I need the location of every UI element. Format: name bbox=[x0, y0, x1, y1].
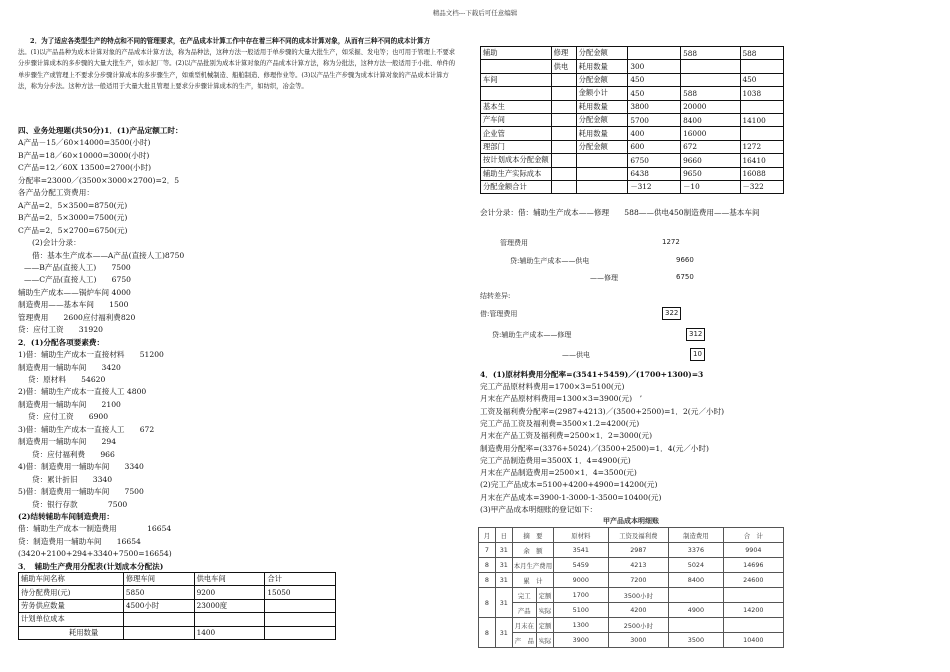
table-row bbox=[481, 154, 784, 167]
table-cell bbox=[681, 60, 740, 73]
ledger-cell: 9904 bbox=[723, 543, 783, 558]
table-cell: 672 bbox=[681, 140, 740, 153]
answer-line: 月末在产品工资及福利费=2500×1．2=3000(元) bbox=[480, 431, 653, 441]
table-cell: 16000 bbox=[681, 127, 740, 140]
table-cell bbox=[551, 140, 576, 153]
ledger-cell: 10400 bbox=[723, 633, 783, 648]
answer-line: B产品=18／60×10000=3000(小时) bbox=[18, 150, 150, 160]
answer-line: 贷：应付工资 6900 bbox=[28, 412, 109, 422]
table-row bbox=[481, 100, 784, 113]
ledger-cell: 31 bbox=[495, 543, 512, 558]
table-cell: 8400 bbox=[681, 113, 740, 126]
answer-line: (2)会计分录： bbox=[32, 238, 81, 248]
table-cell: 14100 bbox=[740, 113, 783, 126]
answer-line: 管理费用 2600应付福利费820 bbox=[18, 312, 136, 322]
table-cell: 1038 bbox=[740, 87, 783, 100]
answer-line: B产品=2．5×3000=7500(元) bbox=[18, 213, 128, 223]
cell: 5850 bbox=[123, 586, 194, 599]
table-cell: 588 bbox=[740, 47, 783, 60]
ledger-cell: 3500 bbox=[669, 633, 724, 648]
table-cell: 20000 bbox=[681, 100, 740, 113]
scan-credit1: 贷:辅助生产成本——供电 bbox=[510, 257, 590, 265]
ledger-th: 合 计 bbox=[723, 528, 783, 543]
ledger-cell: 8 bbox=[479, 618, 496, 648]
table-cell bbox=[740, 100, 783, 113]
cell: 劳务供应数量 bbox=[19, 599, 124, 612]
ledger-cell bbox=[669, 588, 724, 603]
ledger-cell: 7 bbox=[479, 543, 496, 558]
answer-line: A产品－15／60×14000=3500(小时) bbox=[18, 138, 151, 148]
table-cell bbox=[481, 60, 552, 73]
answer-line: 3)借：辅助生产成本一直接人工 672 bbox=[18, 424, 155, 434]
table-cell: 理部门 bbox=[481, 140, 552, 153]
table-cell bbox=[551, 167, 576, 180]
ledger-cell: 3900 bbox=[554, 633, 608, 648]
table-cell: 耗用数量 bbox=[576, 100, 628, 113]
table-row bbox=[481, 140, 784, 153]
answer-line: 制造费用一辅助车间 294 bbox=[18, 437, 117, 447]
table-cell bbox=[551, 180, 576, 193]
table-row bbox=[481, 167, 784, 180]
answer-line: 1)借：辅助生产成本一直接材料 51200 bbox=[18, 350, 164, 360]
q4-title: 4．(1)原材料费用分配率=(3541+5459)／(1700+1300)=3 bbox=[480, 370, 704, 379]
answer-line: 借：辅助生产成本一制造费用 16654 bbox=[18, 524, 172, 534]
ledger-cell: 3376 bbox=[669, 543, 724, 558]
table-cell: 供电 bbox=[551, 60, 576, 73]
table-cell bbox=[628, 47, 681, 60]
cell: 15050 bbox=[265, 586, 336, 599]
table-cell: 基本生 bbox=[481, 100, 552, 113]
ledger-cell: 累 计 bbox=[512, 573, 553, 588]
table-cell: 辅助 bbox=[481, 47, 552, 60]
ledger-cell: 31 bbox=[495, 558, 512, 573]
table-cell: 16088 bbox=[740, 167, 783, 180]
answer-line: 制造费用——基本车间 1500 bbox=[18, 300, 129, 310]
table-cell bbox=[740, 127, 783, 140]
table-cell: 分配金额 bbox=[576, 47, 628, 60]
q2-body: 法。(1)以产品品种为成本计算对象的产品成本计算方法，称为品种法，这种方法一般适用于单步骤的大量大批生产，如采掘、发电等；也可用于管理上不要求分步骤计算成本的多步骤的大量大批生产，如水泥厂等。(2)以产品批别为成本计算对象的产品成本计算方法，称为分批法，这种方法一般适用于小批、单件的单步骤生产或管理上不要求分步骤计算成本的多步骤生产，如重型机械制造、船舶制造、修理作业等。(3)以产品生产步骤为成本计算对象的产品成本计算方法，称为分步法。这种方法一般适用于大量大批且管理上要求分步骤计算成本的生产，如纺织，冶金等。 bbox=[18, 49, 456, 90]
ledger-cell: 实际 bbox=[536, 633, 553, 648]
table-cell: 分配金额 bbox=[576, 140, 628, 153]
table-cell: 16410 bbox=[740, 154, 783, 167]
ledger-cell: 4200 bbox=[608, 603, 669, 618]
table-row bbox=[481, 113, 784, 126]
ledger-cell: 定额 bbox=[536, 588, 553, 603]
ledger-cell: 8400 bbox=[669, 573, 724, 588]
scan-mgmt: 管理费用 bbox=[500, 239, 528, 247]
ledger-th: 制造费用 bbox=[669, 528, 724, 543]
answer-line: 分配率=23000／(3500×3000×2700)=2．5 bbox=[18, 175, 180, 185]
ledger-cell bbox=[723, 588, 783, 603]
ledger-cell: 8 bbox=[479, 588, 496, 618]
table-cell: －10 bbox=[681, 180, 740, 193]
ledger-cell: 本月生产费用 bbox=[512, 558, 553, 573]
answer-line: ——B产品(直接人工) 7500 bbox=[24, 262, 131, 272]
ledger-th: 原材料 bbox=[554, 528, 608, 543]
cell: 9200 bbox=[194, 586, 265, 599]
table-row bbox=[481, 73, 784, 86]
table-cell: 6750 bbox=[628, 154, 681, 167]
ledger-cell: 5100 bbox=[554, 603, 608, 618]
aux-cost-table-continued bbox=[480, 46, 784, 194]
table-cell: 9660 bbox=[681, 154, 740, 167]
table-cell: 588 bbox=[681, 47, 740, 60]
ledger-th: 工资及福利费 bbox=[608, 528, 669, 543]
aux-cost-table bbox=[18, 572, 336, 640]
ledger-cell: 完工 bbox=[512, 588, 536, 603]
answer-line: 四、业务处理题(共50分)1．(1)产品定额工时： bbox=[18, 126, 183, 135]
th-repair: 修理车间 bbox=[123, 573, 194, 586]
th-total: 合计 bbox=[265, 573, 336, 586]
table-cell: 企业管 bbox=[481, 127, 552, 140]
scan-credit2-val: 6750 bbox=[676, 273, 694, 281]
scan-credit3: 贷:辅助生产成本——修理 bbox=[492, 331, 572, 339]
table-cell: 6438 bbox=[628, 167, 681, 180]
ledger-cell: 14200 bbox=[723, 603, 783, 618]
table-cell: 分配金额 bbox=[576, 73, 628, 86]
answer-line: 3． 辅助生产费用分配表(计划成本分配法) bbox=[18, 561, 164, 571]
scan-credit3-val bbox=[686, 328, 705, 341]
table-cell bbox=[576, 180, 628, 193]
answer-line: 月末在产品成本=3900-1-3000-1-3500=10400(元) bbox=[480, 492, 662, 502]
ledger-cell: 3000 bbox=[608, 633, 669, 648]
ledger-table bbox=[478, 527, 784, 648]
table-cell bbox=[481, 87, 552, 100]
answer-line: C产品=12／60X 13500=2700(小时) bbox=[18, 163, 152, 173]
boxed-number: 10 bbox=[690, 348, 705, 361]
answer-line: 贷：累计折旧 3340 bbox=[32, 474, 113, 484]
table-cell bbox=[551, 100, 576, 113]
ledger-cell: 31 bbox=[495, 618, 512, 648]
table-cell: 金额小计 bbox=[576, 87, 628, 100]
ledger-cell: 5024 bbox=[669, 558, 724, 573]
ledger-cell bbox=[723, 618, 783, 633]
table-cell bbox=[551, 113, 576, 126]
answer-line: 贷：应付工资 31920 bbox=[18, 325, 103, 335]
table-row bbox=[481, 60, 784, 73]
ledger-cell: 14696 bbox=[723, 558, 783, 573]
answer-line: A产品=2．5×3500=8750(元) bbox=[18, 200, 128, 210]
table-cell bbox=[576, 167, 628, 180]
answer-line: 5)借：制造费用一辅助车间 7500 bbox=[18, 487, 144, 497]
answer-line: 贷：应付福利费 966 bbox=[32, 449, 115, 459]
table-cell: －312 bbox=[628, 180, 681, 193]
table-cell: 450 bbox=[628, 87, 681, 100]
ledger-cell: 31 bbox=[495, 588, 512, 618]
ledger-cell bbox=[669, 618, 724, 633]
answer-line: 4)借：制造费用一辅助车间 3340 bbox=[18, 462, 144, 472]
table-row bbox=[481, 180, 784, 193]
answer-line: 月末在产品原材料费用=1300×3=3900(元) ’ bbox=[480, 394, 643, 404]
table-cell: 400 bbox=[628, 127, 681, 140]
table-cell: 300 bbox=[628, 60, 681, 73]
cell bbox=[123, 613, 194, 626]
table-row bbox=[481, 87, 784, 100]
answer-line: 完工产品制造费用=3500X 1．4=4900(元) bbox=[480, 455, 631, 465]
answer-line: 各产品分配工资费用： bbox=[18, 188, 94, 198]
ledger-cell: 余 额 bbox=[512, 543, 553, 558]
boxed-number: 312 bbox=[686, 328, 705, 341]
cell: 计划单位成本 bbox=[19, 613, 124, 626]
scan-credit1-val: 9660 bbox=[676, 256, 694, 264]
table-cell: 5700 bbox=[628, 113, 681, 126]
answer-line: 完工产品工资及福利费=3500×1.2=4200(元) bbox=[480, 418, 640, 428]
ledger-cell: 月末在 bbox=[512, 618, 536, 633]
table-cell bbox=[551, 154, 576, 167]
cell bbox=[123, 626, 194, 639]
ledger-cell: 4900 bbox=[669, 603, 724, 618]
ledger-title: 甲产品成本明细账 bbox=[603, 517, 659, 525]
entry-line: 会计分录：借：辅助生产成本——修理 588——供电450制造费用——基本车间 bbox=[480, 208, 760, 217]
ledger-cell: 5459 bbox=[554, 558, 608, 573]
ledger-cell: 产品 bbox=[512, 603, 536, 618]
boxed-number: 322 bbox=[662, 307, 681, 320]
ledger-th: 摘 要 bbox=[512, 528, 553, 543]
ledger-cell: 实际 bbox=[536, 603, 553, 618]
ledger-cell: 3500小时 bbox=[608, 588, 669, 603]
cell bbox=[194, 613, 265, 626]
scan-credit2: ——修理 bbox=[590, 274, 618, 282]
ledger-cell: 2987 bbox=[608, 543, 669, 558]
answer-line: (3)甲产品成本明细账的登记如下： bbox=[480, 505, 598, 514]
scan-credit4-val bbox=[690, 348, 705, 361]
cell bbox=[265, 599, 336, 612]
ledger-cell: 产 品 bbox=[512, 633, 536, 648]
cell bbox=[265, 626, 336, 639]
table-cell bbox=[551, 127, 576, 140]
table-cell: 450 bbox=[740, 73, 783, 86]
ledger-cell: 24600 bbox=[723, 573, 783, 588]
cell: 耗用数量 bbox=[19, 626, 124, 639]
ledger-cell: 4213 bbox=[608, 558, 669, 573]
table-cell: －322 bbox=[740, 180, 783, 193]
answer-line: 工资及福利费分配率=(2987+4213)／(3500+2500)=1．2(元／小时) bbox=[480, 406, 725, 416]
ledger-cell: 31 bbox=[495, 573, 512, 588]
table-row bbox=[481, 47, 784, 60]
table-cell: 辅助生产实际成本 bbox=[481, 167, 552, 180]
table-cell: 产车间 bbox=[481, 113, 552, 126]
th-name: 辅助车间名称 bbox=[19, 573, 124, 586]
ledger-cell: 1300 bbox=[554, 618, 608, 633]
answer-line: (3420+2100+294+3340+7500=16654) bbox=[18, 549, 172, 559]
cell: 待分配费用(元) bbox=[19, 586, 124, 599]
answer-line: 借：基本生产成本——A产品(直接人工)8750 bbox=[32, 250, 185, 260]
scan-credit4: ——供电 bbox=[562, 351, 590, 359]
answer-line: C产品=2．5×2700=6750(元) bbox=[18, 225, 128, 235]
page-header: 精品文档---下载后可任意编辑 bbox=[432, 9, 518, 17]
ledger-cell: 8 bbox=[479, 558, 496, 573]
answer-line: 辅助生产成本——锅炉车间 4000 bbox=[18, 287, 131, 297]
table-cell: 1272 bbox=[740, 140, 783, 153]
answer-line: (2)完工产品成本=5100+4200+4900=14200(元) bbox=[480, 480, 658, 490]
ledger-th: 日 bbox=[495, 528, 512, 543]
table-row bbox=[481, 127, 784, 140]
scan-mgmt-val: 1272 bbox=[662, 238, 680, 246]
table-cell: 车间 bbox=[481, 73, 552, 86]
table-cell: 按计划成本分配金额 bbox=[481, 154, 552, 167]
table-cell: 分配金额合计 bbox=[481, 180, 552, 193]
table-cell: 600 bbox=[628, 140, 681, 153]
answer-line: 贷：原材料 54620 bbox=[28, 375, 106, 384]
table-cell: 450 bbox=[628, 73, 681, 86]
ledger-cell: 定额 bbox=[536, 618, 553, 633]
answer-line: ——C产品(直接人工) 6750 bbox=[24, 275, 131, 285]
table-cell bbox=[551, 73, 576, 86]
ledger-cell: 7200 bbox=[608, 573, 669, 588]
cell bbox=[265, 613, 336, 626]
ledger-cell: 2500小时 bbox=[608, 618, 669, 633]
ledger-cell: 1700 bbox=[554, 588, 608, 603]
answer-line: 贷：制造费用一辅助车间 16654 bbox=[18, 536, 141, 546]
table-cell: 耗用数量 bbox=[576, 127, 628, 140]
table-cell bbox=[681, 73, 740, 86]
table-cell: 3800 bbox=[628, 100, 681, 113]
answer-line: 月末在产品制造费用=2500×1．4=3500(元) bbox=[480, 468, 637, 478]
table-cell: 耗用数量 bbox=[576, 60, 628, 73]
cell: 1400 bbox=[194, 626, 265, 639]
ledger-cell: 9000 bbox=[554, 573, 608, 588]
answer-line: 贷：银行存款 7500 bbox=[32, 499, 128, 509]
q2-title: 2．为了适应各类型生产的特点和不同的管理要求，在产品成本计算工作中存在着三种不同的成本计算对象，从而有三种不同的成本计算方 bbox=[30, 37, 431, 45]
table-cell bbox=[576, 154, 628, 167]
answer-line: (2)结转辅助车间制造费用： bbox=[18, 511, 114, 521]
ledger-cell: 8 bbox=[479, 573, 496, 588]
answer-line: 制造费用分配率=(3376+5024)／(3500+2500)=1．4(元／小时) bbox=[480, 443, 709, 453]
answer-line: 制造费用一辅助车间 2100 bbox=[18, 399, 121, 409]
scan-debit-val bbox=[662, 307, 681, 320]
cell: 23000度 bbox=[194, 599, 265, 612]
table-cell: 分配金额 bbox=[576, 113, 628, 126]
th-power: 供电车间 bbox=[194, 573, 265, 586]
answer-line: 2)借：辅助生产成本一直接人工 4800 bbox=[18, 387, 147, 397]
table-cell bbox=[551, 87, 576, 100]
scan-debit: 借:管理费用 bbox=[480, 310, 518, 318]
answer-line: 完工产品原材料费用=1700×3=5100(元) bbox=[480, 382, 625, 391]
ledger-cell: 3541 bbox=[554, 543, 608, 558]
answer-line: 制造费用一辅助车间 3420 bbox=[18, 362, 121, 372]
table-cell: 9650 bbox=[681, 167, 740, 180]
cell: 4500小时 bbox=[123, 599, 194, 612]
table-cell: 588 bbox=[681, 87, 740, 100]
table-cell bbox=[740, 60, 783, 73]
table-cell: 修理 bbox=[551, 47, 576, 60]
scan-diff: 结转差异: bbox=[480, 292, 511, 300]
answer-line: 2．(1)分配各项要素费： bbox=[18, 337, 105, 347]
ledger-th: 月 bbox=[479, 528, 496, 543]
